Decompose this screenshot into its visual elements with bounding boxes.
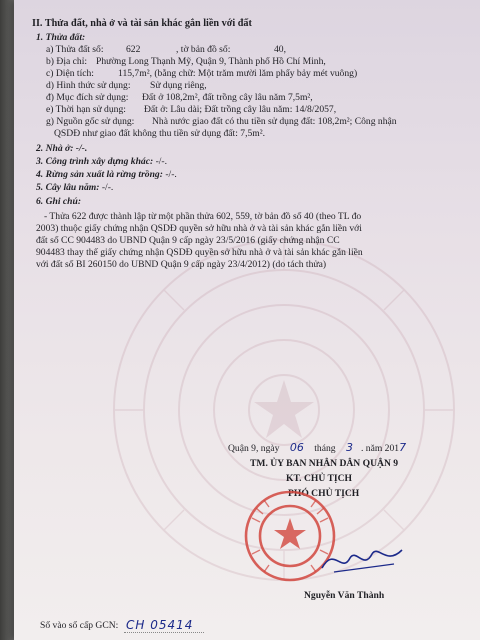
construction-value: -/-. xyxy=(153,156,168,167)
date-place: Quận 9, ngày xyxy=(228,443,280,454)
date-year-label: . năm 201 xyxy=(360,443,400,454)
registry-underline xyxy=(124,632,204,633)
origin-value-line1: Nhà nước giao đất có thu tiền sử dụng đất: 108,2m²; Công nhận xyxy=(152,116,397,127)
use-form-value: Sử dụng riêng, xyxy=(150,80,207,91)
house-row: 2. Nhà ở: -/-. xyxy=(36,143,88,154)
address-value: Phường Long Thạnh Mỹ, Quận 9, Thành phố Hồ Chí Minh, xyxy=(96,56,326,67)
area-label: c) Diện tích: xyxy=(46,68,94,79)
forest-value: -/-. xyxy=(162,169,177,180)
purpose-label: đ) Mục đích sử dụng: xyxy=(46,92,129,103)
signatory-org: TM. ỦY BAN NHÂN DÂN QUẬN 9 xyxy=(250,458,399,469)
date-day: 06 xyxy=(289,441,304,454)
address-label: b) Địa chỉ: xyxy=(46,56,88,67)
note-line-1: - Thửa 622 được thành lập từ một phần thửa 602, 559, tờ bản đồ số 40 (theo TL đo xyxy=(44,211,362,222)
registry-number: CH 05414 xyxy=(126,618,194,632)
date-line xyxy=(228,442,406,455)
note-line-3: đất số CC 904483 do UBND Quận 9 cấp ngày 23/5/2016 (giấy chứng nhận CC xyxy=(36,235,340,246)
construction-row xyxy=(36,156,167,168)
registry-label: Số vào sổ cấp GCN: xyxy=(40,620,119,631)
origin-value-line2: QSDĐ như giao đất không thu tiền sử dụng đất: 7,5m². xyxy=(54,128,266,139)
parcel-number: 622 xyxy=(126,44,141,55)
trees-row xyxy=(36,182,113,194)
date-year-digit: 7 xyxy=(399,441,407,454)
term-value: Đất ở: Lâu dài; Đất trồng cây lâu năm: 14/8/2057, xyxy=(144,104,337,115)
notes-label: 6. Ghi chú: xyxy=(36,196,82,207)
map-sheet-number: 40, xyxy=(274,44,286,55)
trees-value: -/-. xyxy=(99,182,114,193)
signatory-deputy: KT. CHỦ TỊCH xyxy=(286,473,353,484)
date-month-label: tháng xyxy=(314,443,336,454)
forest-row xyxy=(36,169,177,181)
use-form-label: d) Hình thức sử dụng: xyxy=(46,80,131,91)
date-month: 3 xyxy=(345,441,353,454)
construction-label: 3. Công trình xây dựng khác: xyxy=(36,156,154,167)
note-line-4: 904483 thay thế giấy chứng nhận QSDĐ quyền sở hữu nhà ở và tài sản khác gắn liền xyxy=(36,247,363,258)
trees-label: 5. Cây lâu năm: xyxy=(36,182,100,193)
term-label: e) Thời hạn sử dụng: xyxy=(46,104,126,115)
signatory-title: PHÓ CHỦ TỊCH xyxy=(288,488,360,499)
page-edge-shadow xyxy=(0,0,14,640)
note-line-2: 2003) thuộc giấy chứng nhận QSDĐ quyền sở hữu nhà ở và tài sản khác gắn liền với xyxy=(36,223,362,234)
area-value: 115,7m², (bằng chữ: Một trăm mười lăm phẩy bảy mét vuông) xyxy=(118,68,358,79)
signatory-name: Nguyễn Văn Thành xyxy=(304,590,385,601)
signature-icon xyxy=(314,540,414,580)
forest-label: 4. Rừng sản xuất là rừng trồng: xyxy=(36,169,163,180)
purpose-value: Đất ở 108,2m², đất trồng cây lâu năm 7,5m², xyxy=(142,92,313,103)
origin-label: g) Nguồn gốc sử dụng: xyxy=(46,116,135,127)
note-line-5: với đất số BI 260150 do UBND Quận 9 cấp ngày 23/4/2012) (do tách thửa) xyxy=(36,259,327,270)
certificate-page xyxy=(14,0,480,640)
section-title: II. Thửa đất, nhà ở và tài sản khác gắn liền với đất xyxy=(32,18,252,29)
map-sheet-label: , tờ bản đồ số: xyxy=(176,44,231,55)
parcel-label: a) Thửa đất số: xyxy=(46,44,104,55)
land-heading: 1. Thửa đất: xyxy=(36,32,86,43)
